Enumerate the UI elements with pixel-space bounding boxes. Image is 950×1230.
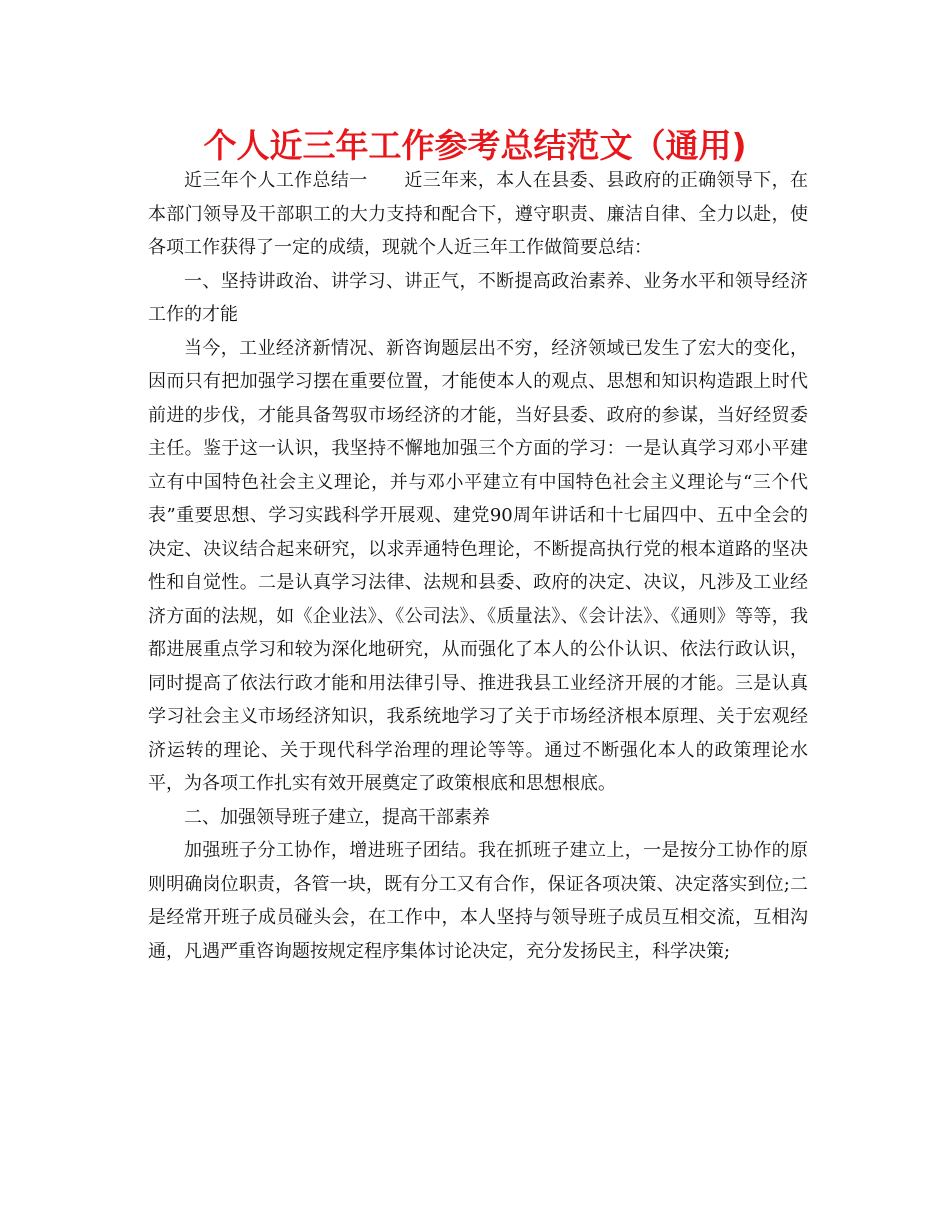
document-title: 个人近三年工作参考总结范文（通用) xyxy=(203,126,747,165)
paragraph-heading-2: 二、加强领导班子建立，提高干部素养 xyxy=(184,806,490,828)
paragraph-team: 加强班子分工协作，增进班子团结。我在抓班子建立上，一是按分工协作的原则明确岗位职责，各管一块，既有分工又有合作，保证各项决策、决定落实到位;二是经常开班子成员碰头会，在工作中，本人坚持与领导班子成员互相交流，互相沟通，凡遇严重咨询题按规定程序集体讨论决定，充分发扬民主，科学决策; xyxy=(148,840,808,962)
document-body xyxy=(148,164,808,968)
paragraph-intro: 近三年个人工作总结一 近三年来，本人在县委、县政府的正确领导下，在本部门领导及干部职工的大力支持和配合下，遵守职责、廉洁自律、全力以赴，使各项工作获得了一定的成绩，现就个人近三年工作做简要总结： xyxy=(148,170,808,258)
paragraph-study: 当今，工业经济新情况、新咨询题层出不穷，经济领域已发生了宏大的变化，因而只有把加强学习摆在重要位置，才能使本人的观点、思想和知识构造跟上时代前进的步伐，才能具备驾驭市场经济的才能，当好县委、政府的参谋，当好经贸委主任。鉴于这一认识，我坚持不懈地加强三个方面的学习：一是认真学习邓小平建立有中国特色社会主义理论，并与邓小平建立有中国特色社会主义理论与“三个代表”重要思想、学习实践科学开展观、建党90周年讲话和十七届四中、五中全会的决定、决议结合起来研究，以求弄通特色理论，不断提高执行党的根本道路的坚决性和自觉性。二是认真学习法律、法规和县委、政府的决定、决议，凡涉及工业经济方面的法规，如《企业法》、《公司法》、《质量法》、《会计法》、《通则》等等，我都进展重点学习和较为深化地研究，从而强化了本人的公仆认识、依法行政认识，同时提高了依法行政才能和用法律引导、推进我县工业经济开展的才能。三是认真学习社会主义市场经济知识，我系统地学习了关于市场经济根本原理、关于宏观经济运转的理论、关于现代科学治理的理论等等。通过不断强化本人的政策理论水平，为各项工作扎实有效开展奠定了政策根底和思想根底。 xyxy=(148,337,808,794)
paragraph-heading-1: 一、坚持讲政治、讲学习、讲正气，不断提高政治素养、业务水平和领导经济工作的才能 xyxy=(148,270,808,325)
